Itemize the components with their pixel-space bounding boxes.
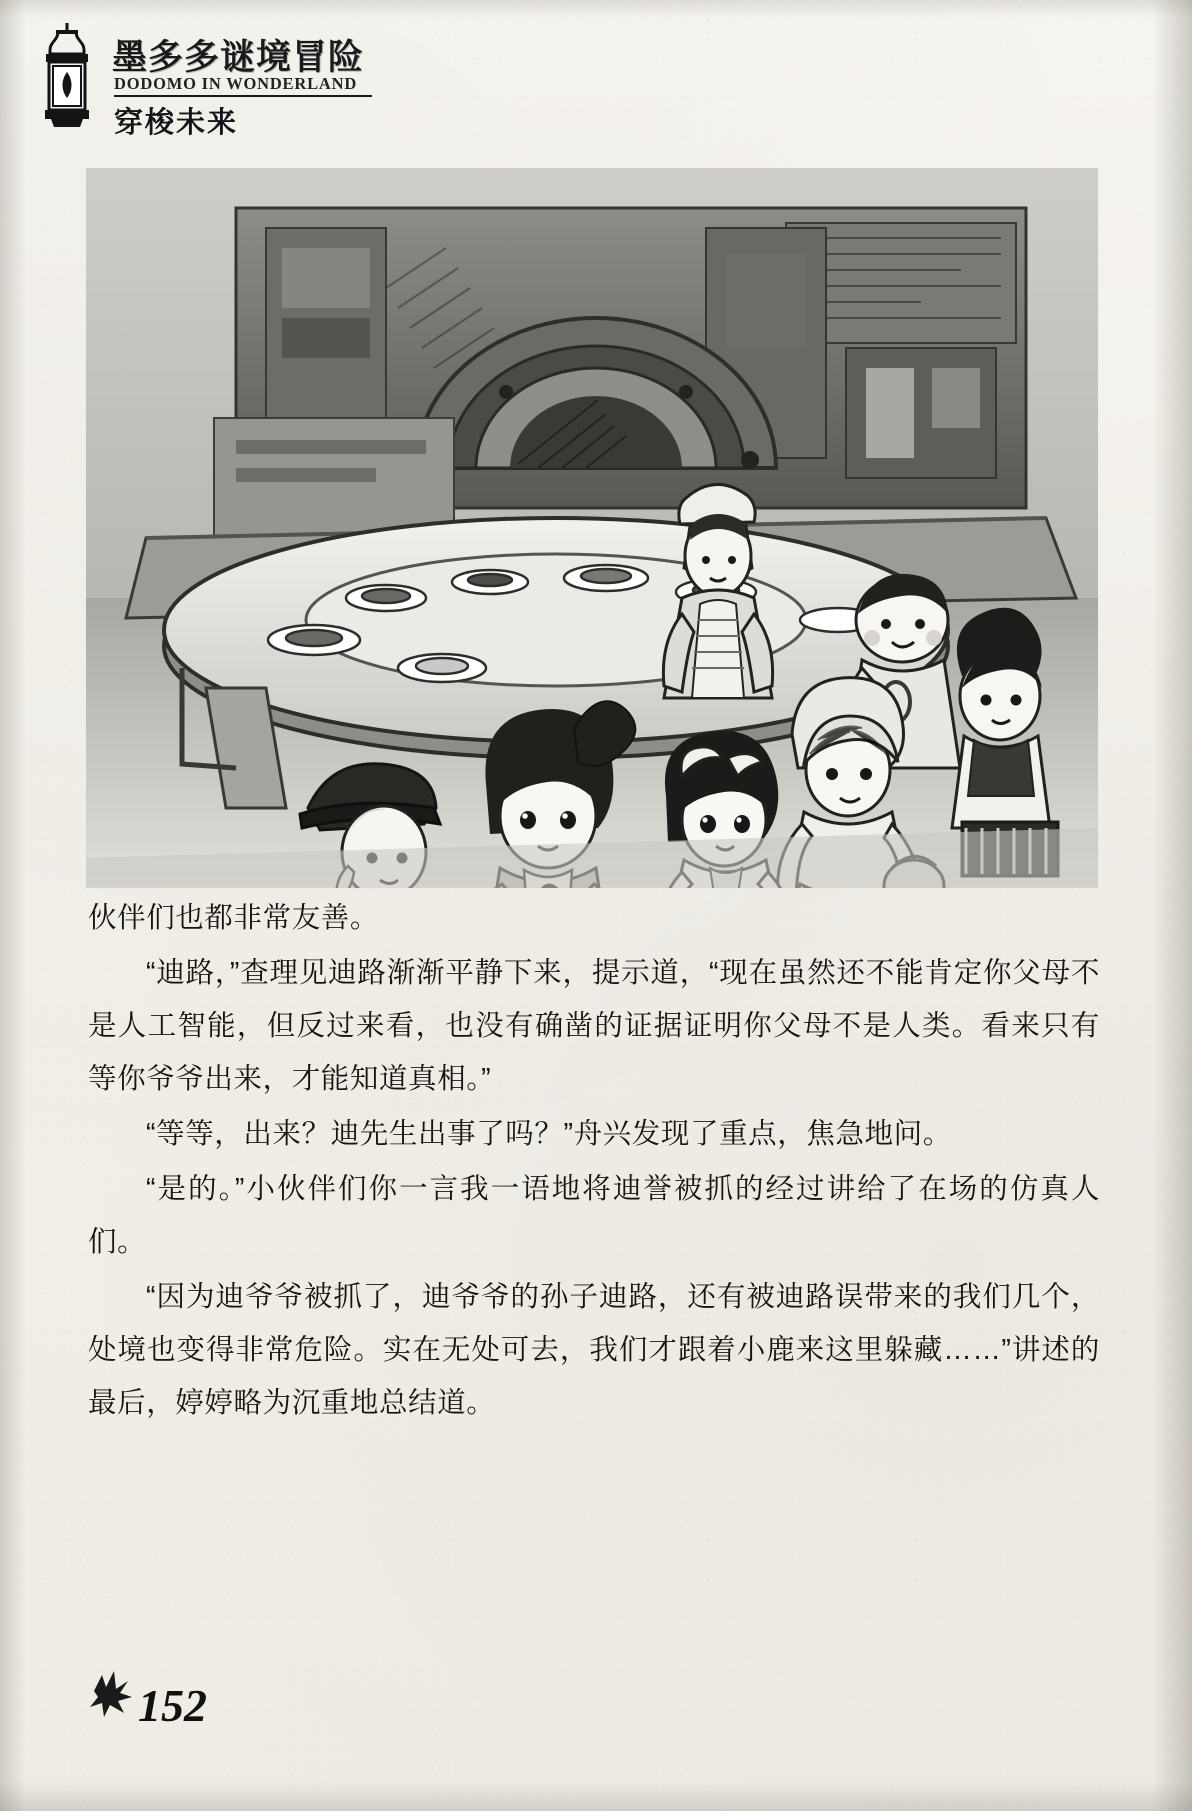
body-text xyxy=(88,892,1100,1432)
lantern-icon xyxy=(36,20,98,132)
ink-splash-icon xyxy=(84,1663,140,1719)
page-number: 152 xyxy=(138,1680,207,1731)
paragraph-5: “因为迪爷爷被抓了，迪爷爷的孙子迪路，还有被迪路误带来的我们几个，处境也变得非常危险。实在无处可去，我们才跟着小鹿来这里躲藏……”讲述的最后，婷婷略为沉重地总结道。 xyxy=(88,1281,1100,1419)
paragraph-3: “等等，出来？迪先生出事了吗？”舟兴发现了重点，焦急地问。 xyxy=(146,1118,952,1150)
volume-title-cn: 穿梭未来 xyxy=(114,105,239,139)
background-machinery xyxy=(214,208,1026,538)
header-divider xyxy=(114,95,372,97)
illustration-artwork xyxy=(86,168,1098,888)
paragraph-2: “迪路，”查理见迪路渐渐平静下来，提示道，“现在虽然还不能肯定你父母不是人工智能，但反过来看，也没有确凿的证据证明你父母不是人类。看来只有等你爷爷出来，才能知道真相。” xyxy=(88,957,1100,1095)
manga-illustration xyxy=(86,168,1098,888)
page-edge-shadow-bottom xyxy=(0,1781,1192,1811)
series-title-cn: 墨多多谜境冒险 xyxy=(112,38,365,78)
series-title-en: DODOMO IN WONDERLAND xyxy=(114,74,358,93)
page-edge-shadow-left xyxy=(0,0,26,1811)
paragraph-1: 伙伴们也都非常友善。 xyxy=(88,902,380,934)
page-footer xyxy=(84,1663,384,1753)
book-header xyxy=(36,16,456,139)
paragraph-4: “是的。”小伙伴们你一言我一语地将迪誉被抓的经过讲给了在场的仿真人们。 xyxy=(88,1173,1100,1258)
page-edge-shadow-right xyxy=(1152,0,1192,1811)
